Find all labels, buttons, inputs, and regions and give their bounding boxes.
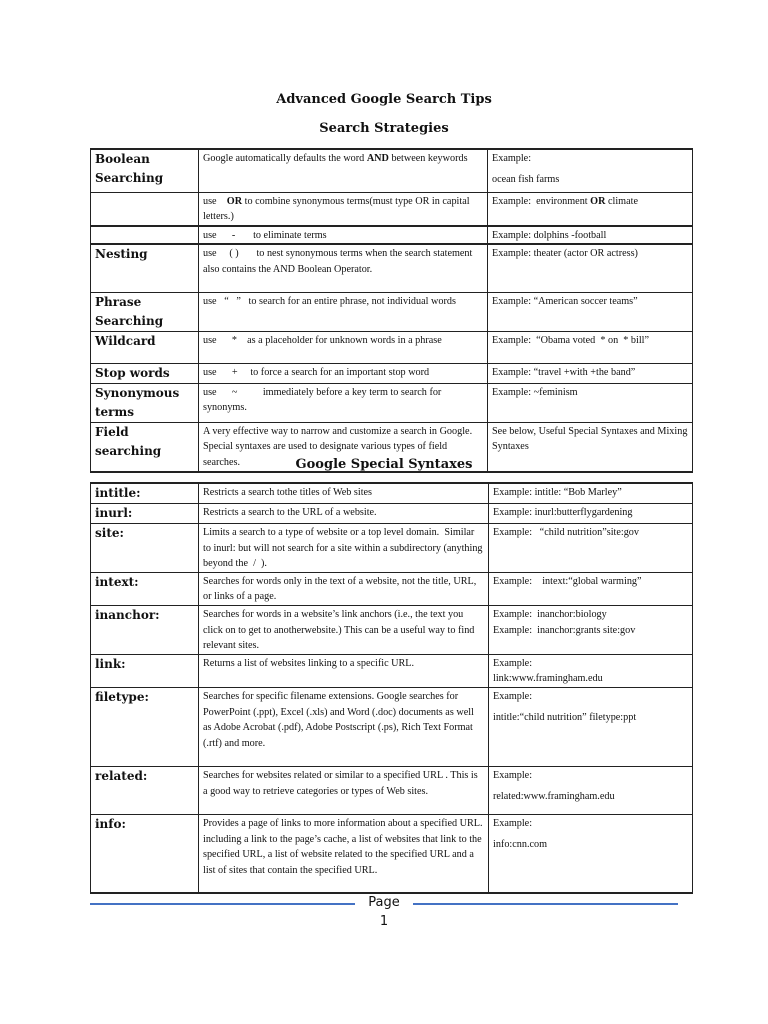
- term-cell: inurl:: [91, 504, 199, 524]
- table-row: [91, 687, 693, 766]
- example-cell: Example: dolphins -football: [488, 226, 693, 245]
- description-cell: Returns a list of websites linking to a specific URL.: [199, 654, 489, 687]
- example-cell: Example: link:www.framingham.edu: [489, 654, 693, 687]
- description-cell: use - to eliminate terms: [199, 226, 488, 245]
- example-cell: See below, Useful Special Syntaxes and Mixing Syntaxes: [488, 422, 693, 472]
- example-cell: Example: related:www.framingham.edu: [489, 766, 693, 814]
- term-cell: link:: [91, 654, 199, 687]
- example-cell: Example: “American soccer teams”: [488, 292, 693, 331]
- description-cell: A very effective way to narrow and customize a search in Google. Special syntaxes are used to designate various types of field searches.: [199, 422, 488, 472]
- term-cell: Synonymous terms: [91, 383, 199, 422]
- example-cell: Example: “travel +with +the band”: [488, 363, 693, 383]
- example-cell: Example: “Obama voted * on * bill”: [488, 331, 693, 363]
- footer-rule-right: [413, 903, 678, 905]
- special-syntaxes-table: [90, 482, 693, 894]
- description-cell: use ~ immediately before a key term to search for synonyms.: [199, 383, 488, 422]
- table-row: [91, 244, 693, 292]
- term-cell: [91, 192, 199, 226]
- table-row: [91, 766, 693, 814]
- table-row: [91, 292, 693, 331]
- term-cell: filetype:: [91, 687, 199, 766]
- table-row: [91, 483, 693, 504]
- page-number-label: Page 1: [368, 895, 400, 929]
- description-cell: Limits a search to a type of website or a top level domain. Similar to inurl: but will not search for a site within a subdirectory (anything beyond the / ).: [199, 524, 489, 573]
- description-cell: Google automatically defaults the word AND between keywords: [199, 149, 488, 192]
- table-row: [91, 363, 693, 383]
- example-cell: Example: intitle: “Bob Marley”: [489, 483, 693, 504]
- table-row: [91, 192, 693, 226]
- example-cell: Example: ocean fish farms: [488, 149, 693, 192]
- term-cell: Field searching: [91, 422, 199, 472]
- description-cell: Searches for websites related or similar to a specified URL . This is a good way to retrieve categories or types of Web sites.: [199, 766, 489, 814]
- description-cell: Searches for words in a website’s link anchors (i.e., the text you click on to get to anotherwebsite.) This can be a useful way to find relevant sites.: [199, 605, 489, 654]
- term-cell: intitle:: [91, 483, 199, 504]
- term-cell: intext:: [91, 572, 199, 605]
- document-title: Advanced Google Search Tips: [276, 92, 492, 107]
- example-cell: Example: environment OR climate: [488, 192, 693, 226]
- term-cell: inanchor:: [91, 605, 199, 654]
- description-cell: Restricts a search to the URL of a website.: [199, 504, 489, 524]
- table-row: [91, 504, 693, 524]
- term-cell: info:: [91, 814, 199, 893]
- footer-rule-left: [90, 903, 355, 905]
- table-row: [91, 383, 693, 422]
- example-cell: Example: “child nutrition”site:gov: [489, 524, 693, 573]
- table-row: [91, 149, 693, 192]
- term-cell: site:: [91, 524, 199, 573]
- section-title-strategies: Search Strategies: [319, 121, 449, 136]
- description-cell: Restricts a search tothe titles of Web sites: [199, 483, 489, 504]
- description-cell: Searches for words only in the text of a website, not the title, URL, or links of a page.: [199, 572, 489, 605]
- example-cell: Example: theater (actor OR actress): [488, 244, 693, 292]
- example-cell: Example: inanchor:biology Example: inanchor:grants site:gov: [489, 605, 693, 654]
- term-cell: Nesting: [91, 244, 199, 292]
- description-cell: use + to force a search for an important stop word: [199, 363, 488, 383]
- table-row: [91, 814, 693, 893]
- term-cell: Phrase Searching: [91, 292, 199, 331]
- description-cell: Provides a page of links to more information about a specified URL. including a link to the page’s cache, a list of websites that link to the specified URL, a list of website related to the specified URL and a list of sites that contain the specified URL.: [199, 814, 489, 893]
- table-row: [91, 226, 693, 245]
- table-row: [91, 524, 693, 573]
- example-cell: Example: intitle:“child nutrition” filetype:ppt: [489, 687, 693, 766]
- example-cell: Example: inurl:butterflygardening: [489, 504, 693, 524]
- description-cell: use * as a placeholder for unknown words in a phrase: [199, 331, 488, 363]
- section-title-syntaxes: Google Special Syntaxes: [295, 457, 473, 472]
- description-cell: use OR to combine synonymous terms(must type OR in capital letters.): [199, 192, 488, 226]
- example-cell: Example: ~feminism: [488, 383, 693, 422]
- description-cell: use ( ) to nest synonymous terms when the search statement also contains the AND Boolean Operator.: [199, 244, 488, 292]
- search-strategies-table: [90, 148, 693, 473]
- term-cell: Boolean Searching: [91, 149, 199, 192]
- description-cell: use “ ” to search for an entire phrase, not individual words: [199, 292, 488, 331]
- description-cell: Searches for specific filename extensions. Google searches for PowerPoint (.ppt), Excel (.xls) and Word (.doc) documents as well as Adobe Acrobat (.pdf), Adobe Postscript (.ps), Rich Text Format (.rtf) and more.: [199, 687, 489, 766]
- table-row: [91, 331, 693, 363]
- example-cell: Example: info:cnn.com: [489, 814, 693, 893]
- table-row: [91, 605, 693, 654]
- term-cell: Stop words: [91, 363, 199, 383]
- table-row: [91, 654, 693, 687]
- term-cell: [91, 226, 199, 245]
- term-cell: Wildcard: [91, 331, 199, 363]
- table-row: [91, 572, 693, 605]
- term-cell: related:: [91, 766, 199, 814]
- example-cell: Example: intext:“global warming”: [489, 572, 693, 605]
